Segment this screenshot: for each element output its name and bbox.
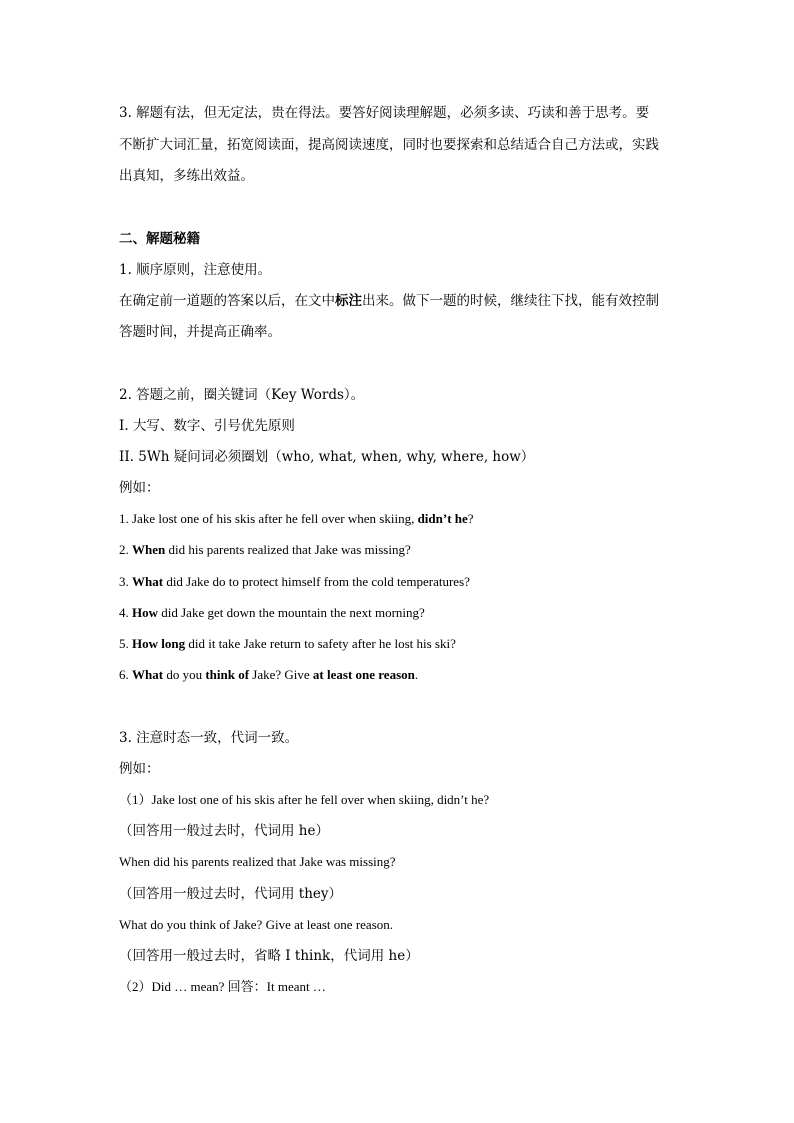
text: 4. <box>119 605 132 620</box>
example-label: 例如： <box>119 480 160 496</box>
text: 6. <box>119 667 132 682</box>
example-2: When did his parents realized that Jake was missing? <box>119 854 396 869</box>
text: Jake? Give <box>249 667 313 682</box>
example-1-note: （回答用一般过去时，代词用 he） <box>119 823 329 839</box>
item1-line-1 <box>119 291 659 311</box>
item1-line-2: 答题时间，并提高正确率。 <box>119 324 281 340</box>
example-2-note: （回答用一般过去时，代词用 they） <box>119 886 343 902</box>
question-1 <box>119 509 474 529</box>
example-label-2: 例如： <box>119 761 160 777</box>
bold-text: What <box>132 667 164 682</box>
item1-title: 1. 顺序原则，注意使用。 <box>119 262 272 278</box>
text: . <box>414 667 419 682</box>
text: 1. Jake lost one of his skis after he fell over when skiing, <box>119 511 418 526</box>
p3-line-3: 出真知，多练出效益。 <box>119 168 254 184</box>
text: do you <box>163 667 206 682</box>
question-6 <box>119 665 418 685</box>
bold-text: at least one reason <box>312 667 415 682</box>
example-4: （2）Did … mean? 回答：It meant … <box>119 979 326 994</box>
example-3: What do you think of Jake? Give at least one reason. <box>119 917 393 932</box>
text: did Jake do to protect himself from the cold temperatures? <box>163 574 470 589</box>
bold-text: 标注 <box>335 293 362 309</box>
item2-rule-i: I. 大写、数字、引号优先原则 <box>119 418 295 434</box>
text: did his parents realized that Jake was missing? <box>165 542 411 557</box>
question-5 <box>119 634 456 654</box>
p3-line-1: 3. 解题有法，但无定法，贵在得法。要答好阅读理解题，必须多读、巧读和善于思考。要 <box>119 105 650 121</box>
bold-text: How long <box>132 636 186 651</box>
bold-text: How <box>132 605 158 620</box>
text: did it take Jake return to safety after he lost his ski? <box>185 636 456 651</box>
item2-title: 2. 答题之前，圈关键词（Key Words）。 <box>119 387 365 403</box>
text: ? <box>467 511 474 526</box>
bold-text: didn’t he <box>417 511 468 526</box>
item2-rule-ii: II. 5Wh 疑问词必须圈划（who, what, when, why, where, how） <box>119 449 535 465</box>
p3-line-2: 不断扩大词汇量，拓宽阅读面，提高阅读速度，同时也要探索和总结适合自己方法或，实践 <box>119 137 659 153</box>
text: 出来。做下一题的时候，继续往下找，能有效控制 <box>362 293 659 309</box>
bold-text: What <box>132 574 164 589</box>
item3-title: 3. 注意时态一致，代词一致。 <box>119 730 299 746</box>
bold-text: think of <box>205 667 250 682</box>
text: 3. <box>119 574 132 589</box>
section-heading: 二、解题秘籍 <box>119 231 200 247</box>
question-4 <box>119 603 425 623</box>
question-2 <box>119 540 411 560</box>
text: 2. <box>119 542 132 557</box>
bold-text: When <box>132 542 166 557</box>
example-1: （1）Jake lost one of his skis after he fell over when skiing, didn’t he? <box>119 792 490 807</box>
text: 5. <box>119 636 132 651</box>
example-3-note: （回答用一般过去时，省略 I think，代词用 he） <box>119 948 419 964</box>
text: did Jake get down the mountain the next morning? <box>158 605 425 620</box>
question-3 <box>119 572 470 592</box>
text: 在确定前一道题的答案以后，在文中 <box>119 293 335 309</box>
